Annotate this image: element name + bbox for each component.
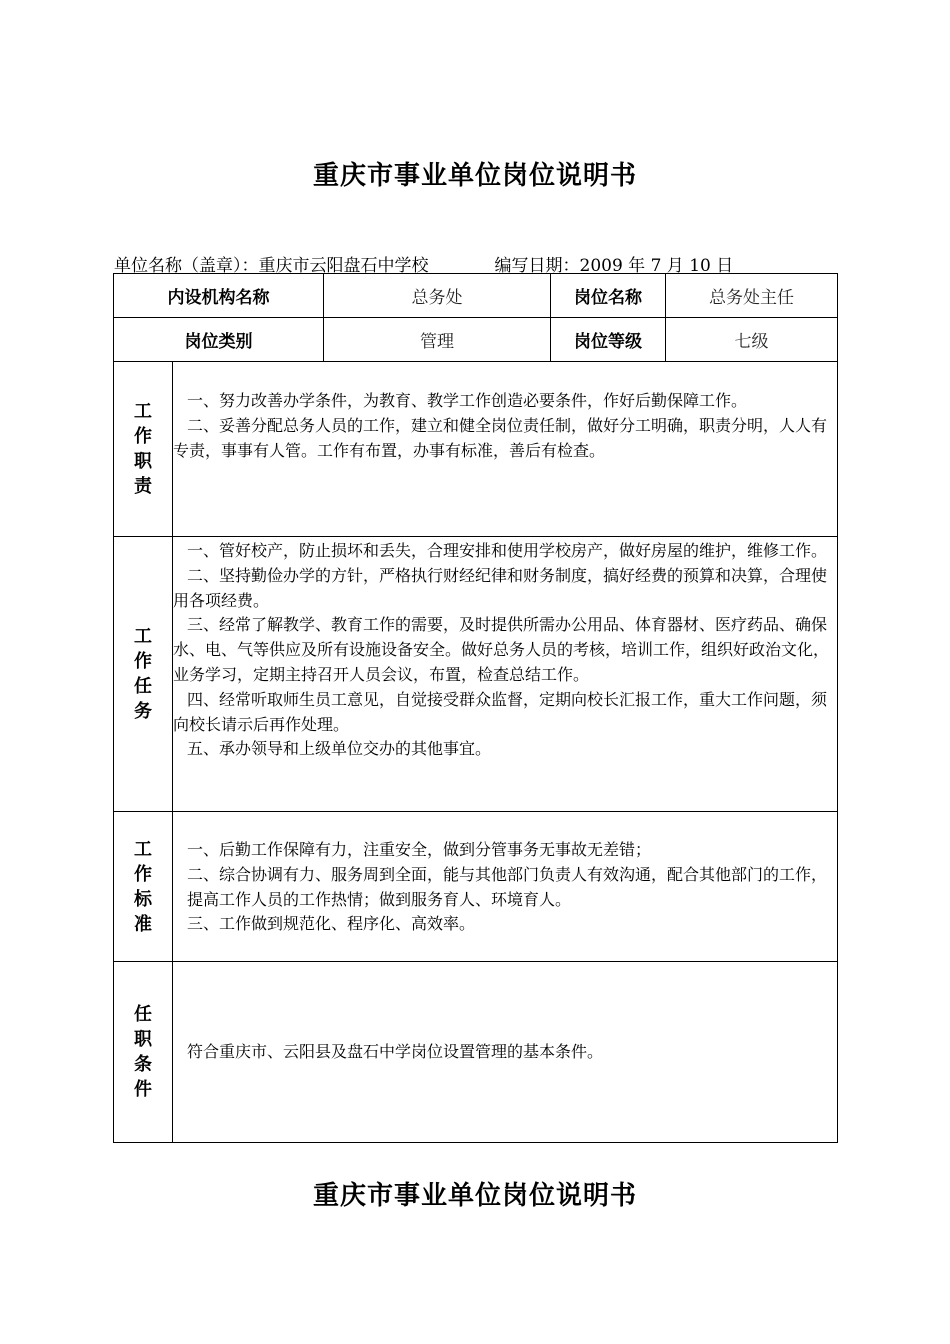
list-item: 二、综合协调有力、服务周到全面，能与其他部门负责人有效沟通，配合其他部门的工作，提高工作人员的工作热情；做到服务育人、环境育人。 xyxy=(187,864,828,909)
duties-row xyxy=(114,362,838,537)
qualifications-content xyxy=(173,962,838,1143)
list-item: 一、管好校产，防止损坏和丢失，合理安排和使用学校房产，做好房屋的维护，维修工作。 xyxy=(187,541,828,560)
standards-label xyxy=(114,812,173,962)
tasks-content xyxy=(173,537,838,812)
list-item: 五、承办领导和上级单位交办的其他事宜。 xyxy=(187,739,492,759)
page-title: 重庆市事业单位岗位说明书 xyxy=(312,161,637,191)
label-char: 准 xyxy=(134,913,152,935)
label-char: 标 xyxy=(134,888,152,910)
label-char: 作 xyxy=(134,651,152,672)
unit-name: 单位名称（盖章）：重庆市云阳盘石中学校 xyxy=(114,256,429,276)
label-char: 工 xyxy=(134,838,152,860)
list-item: 三、经常了解教学、教育工作的需要，及时提供所需办公用品、体育器材、医疗药品、确保水、电、气等供应及所有设施设备安全。做好总务人员的考核，培训工作，组织好政治文化，业务学习，定期主持召开人员会议，布置，检查总结工作。 xyxy=(173,615,830,684)
org-label: 内设机构名称 xyxy=(114,274,324,318)
label-char: 务 xyxy=(134,701,152,722)
org-value: 总务处 xyxy=(324,274,551,318)
tasks-label xyxy=(114,537,173,812)
standards-content xyxy=(173,812,838,962)
table-row xyxy=(114,318,838,362)
label-char: 任 xyxy=(134,1004,152,1025)
qualifications-row xyxy=(114,962,838,1143)
tasks-row xyxy=(114,537,838,812)
list-item: 二、坚持勤俭办学的方针，严格执行财经纪律和财务制度，搞好经费的预算和决算，合理使用各项经费。 xyxy=(173,565,828,610)
list-item: 二、妥善分配总务人员的工作，建立和健全岗位责任制，做好分工明确，职责分明，人人有专责，事事有人管。工作有布置，办事有标准，善后有检查。 xyxy=(173,415,828,460)
job-description-table xyxy=(113,273,838,1143)
label-char: 作 xyxy=(134,426,152,447)
grade-value: 七级 xyxy=(666,318,838,362)
table-row xyxy=(114,274,838,318)
duties-label xyxy=(114,362,173,537)
list-item: 一、努力改善办学条件，为教育、教学工作创造必要条件，作好后勤保障工作。 xyxy=(187,391,748,410)
list-item: 符合重庆市、云阳县及盘石中学岗位设置管理的基本条件。 xyxy=(187,1041,604,1061)
label-char: 任 xyxy=(134,676,152,697)
label-char: 件 xyxy=(134,1079,152,1100)
grade-label: 岗位等级 xyxy=(551,318,666,362)
list-item: 四、经常听取师生员工意见，自觉接受群众监督，定期向校长汇报工作，重大工作问题，须向校长请示后再作处理。 xyxy=(173,689,828,734)
qualifications-label xyxy=(114,962,173,1143)
compile-date: 编写日期：2009 年 7 月 10 日 xyxy=(494,256,734,276)
category-label: 岗位类别 xyxy=(114,318,324,362)
label-char: 责 xyxy=(134,476,152,497)
next-page-title: 重庆市事业单位岗位说明书 xyxy=(312,1181,637,1211)
category-value: 管理 xyxy=(324,318,551,362)
label-char: 作 xyxy=(134,863,152,885)
post-value: 总务处主任 xyxy=(666,274,838,318)
label-char: 职 xyxy=(134,1029,152,1050)
label-char: 职 xyxy=(134,451,152,472)
list-item: 一、后勤工作保障有力，注重安全，做到分管事务无事故无差错； xyxy=(187,840,652,859)
standards-row xyxy=(114,812,838,962)
duties-content xyxy=(173,362,838,537)
label-char: 工 xyxy=(134,626,152,647)
label-char: 条 xyxy=(134,1054,152,1075)
label-char: 工 xyxy=(134,401,152,422)
list-item: 三、工作做到规范化、程序化、高效率。 xyxy=(187,914,476,934)
post-label: 岗位名称 xyxy=(551,274,666,318)
